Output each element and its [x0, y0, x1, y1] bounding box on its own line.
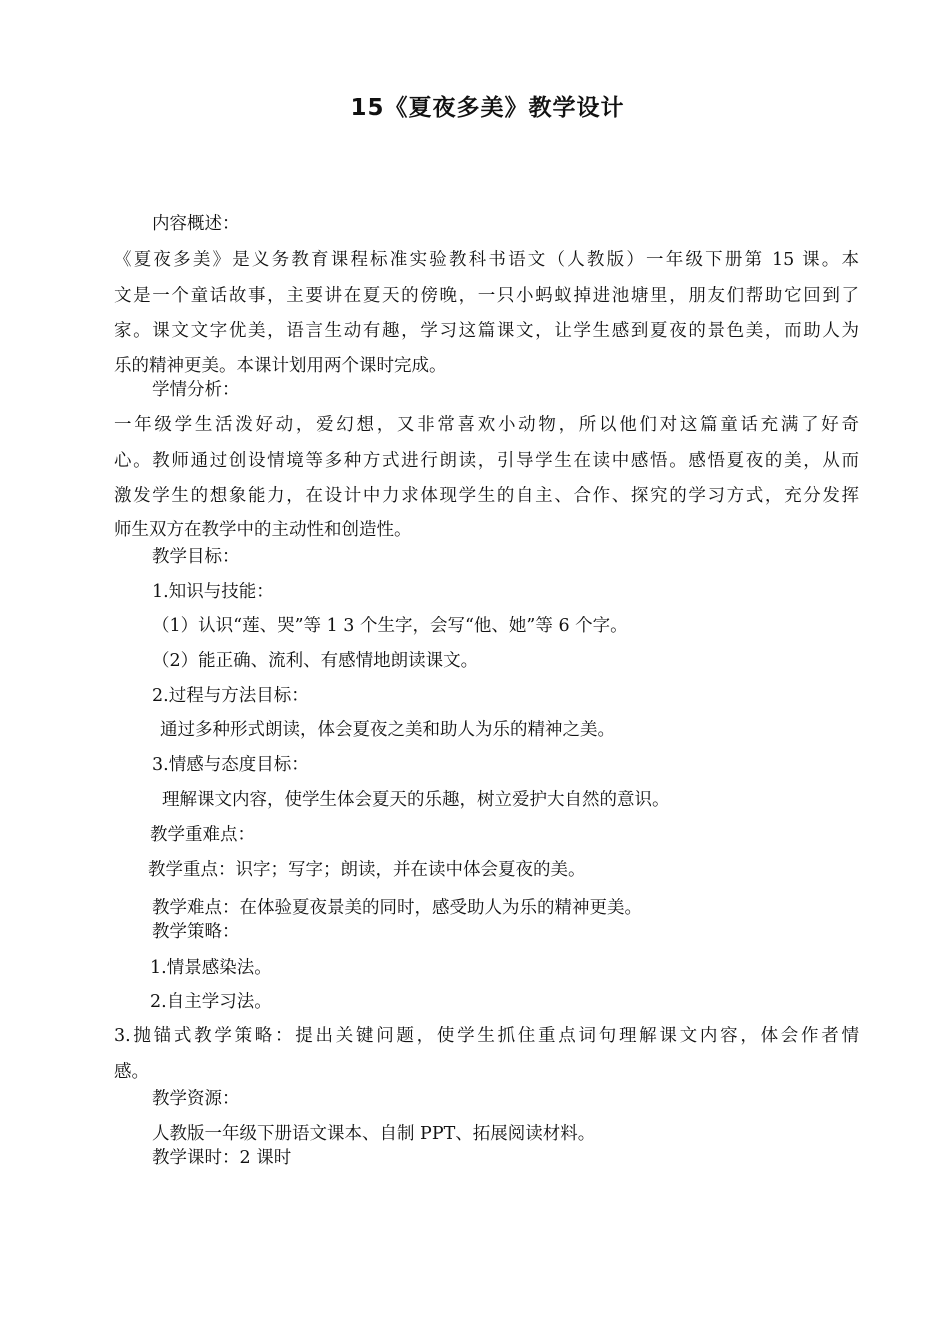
analysis-line-1: 一年级学生活泼好动，爱幻想，又非常喜欢小动物，所以他们对这篇童话充满了好奇 — [114, 415, 859, 435]
page-title: 15《夏夜多美》教学设计 — [350, 95, 625, 121]
class-hours: 教学课时：2 课时 — [152, 1148, 292, 1168]
difficulty-text: 教学难点：在体验夏夜景美的同时，感受助人为乐的精神更美。 — [152, 898, 642, 918]
resources-heading: 教学资源： — [152, 1089, 240, 1109]
goal-1-item-a: （1）认识“莲、哭”等 1 3 个生字，会写“他、她”等 6 个字。 — [152, 616, 628, 636]
goal-1-heading: 1.知识与技能： — [152, 582, 274, 602]
overview-line-3: 家。课文文字优美，语言生动有趣，学习这篇课文，让学生感到夏夜的景色美，而助人为 — [114, 321, 859, 341]
analysis-line-3: 激发学生的想象能力，在设计中力求体现学生的自主、合作、探究的学习方式，充分发挥 — [114, 486, 859, 506]
analysis-heading: 学情分析： — [152, 380, 240, 400]
analysis-line-4: 师生双方在教学中的主动性和创造性。 — [114, 520, 412, 540]
overview-line-1: 《夏夜多美》是义务教育课程标准实验教科书语文（人教版）一年级下册第 15 课。本 — [114, 250, 859, 270]
strategy-item-1: 1.情景感染法。 — [150, 958, 272, 978]
overview-line-4: 乐的精神更美。本课计划用两个课时完成。 — [114, 356, 447, 376]
goal-1-item-b: （2）能正确、流利、有感情地朗读课文。 — [152, 651, 479, 671]
strategy-item-2: 2.自主学习法。 — [150, 992, 272, 1012]
key-points-heading: 教学重难点： — [150, 825, 255, 845]
resources-text: 人教版一年级下册语文课本、自制 PPT、拓展阅读材料。 — [152, 1124, 596, 1144]
goal-2-text: 通过多种形式朗读，体会夏夜之美和助人为乐的精神之美。 — [160, 720, 615, 740]
goal-3-text: 理解课文内容，使学生体会夏天的乐趣，树立爱护大自然的意识。 — [162, 790, 670, 810]
strategy-heading: 教学策略： — [152, 922, 240, 942]
goals-heading: 教学目标： — [152, 547, 240, 567]
analysis-line-2: 心。教师通过创设情境等多种方式进行朗读，引导学生在读中感悟。感悟夏夜的美，从而 — [114, 451, 859, 471]
key-point-text: 教学重点：识字；写字；朗读，并在读中体会夏夜的美。 — [148, 860, 586, 880]
overview-line-2: 文是一个童话故事，主要讲在夏天的傍晚，一只小蚂蚁掉进池塘里，朋友们帮助它回到了 — [114, 286, 859, 306]
goal-3-heading: 3.情感与态度目标： — [152, 755, 309, 775]
strategy-item-3-line-2: 感。 — [114, 1062, 149, 1082]
strategy-item-3-line-1: 3.抛锚式教学策略：提出关键问题，使学生抓住重点词句理解课文内容，体会作者情 — [114, 1026, 859, 1046]
goal-2-heading: 2.过程与方法目标： — [152, 686, 309, 706]
overview-heading: 内容概述： — [152, 214, 240, 234]
